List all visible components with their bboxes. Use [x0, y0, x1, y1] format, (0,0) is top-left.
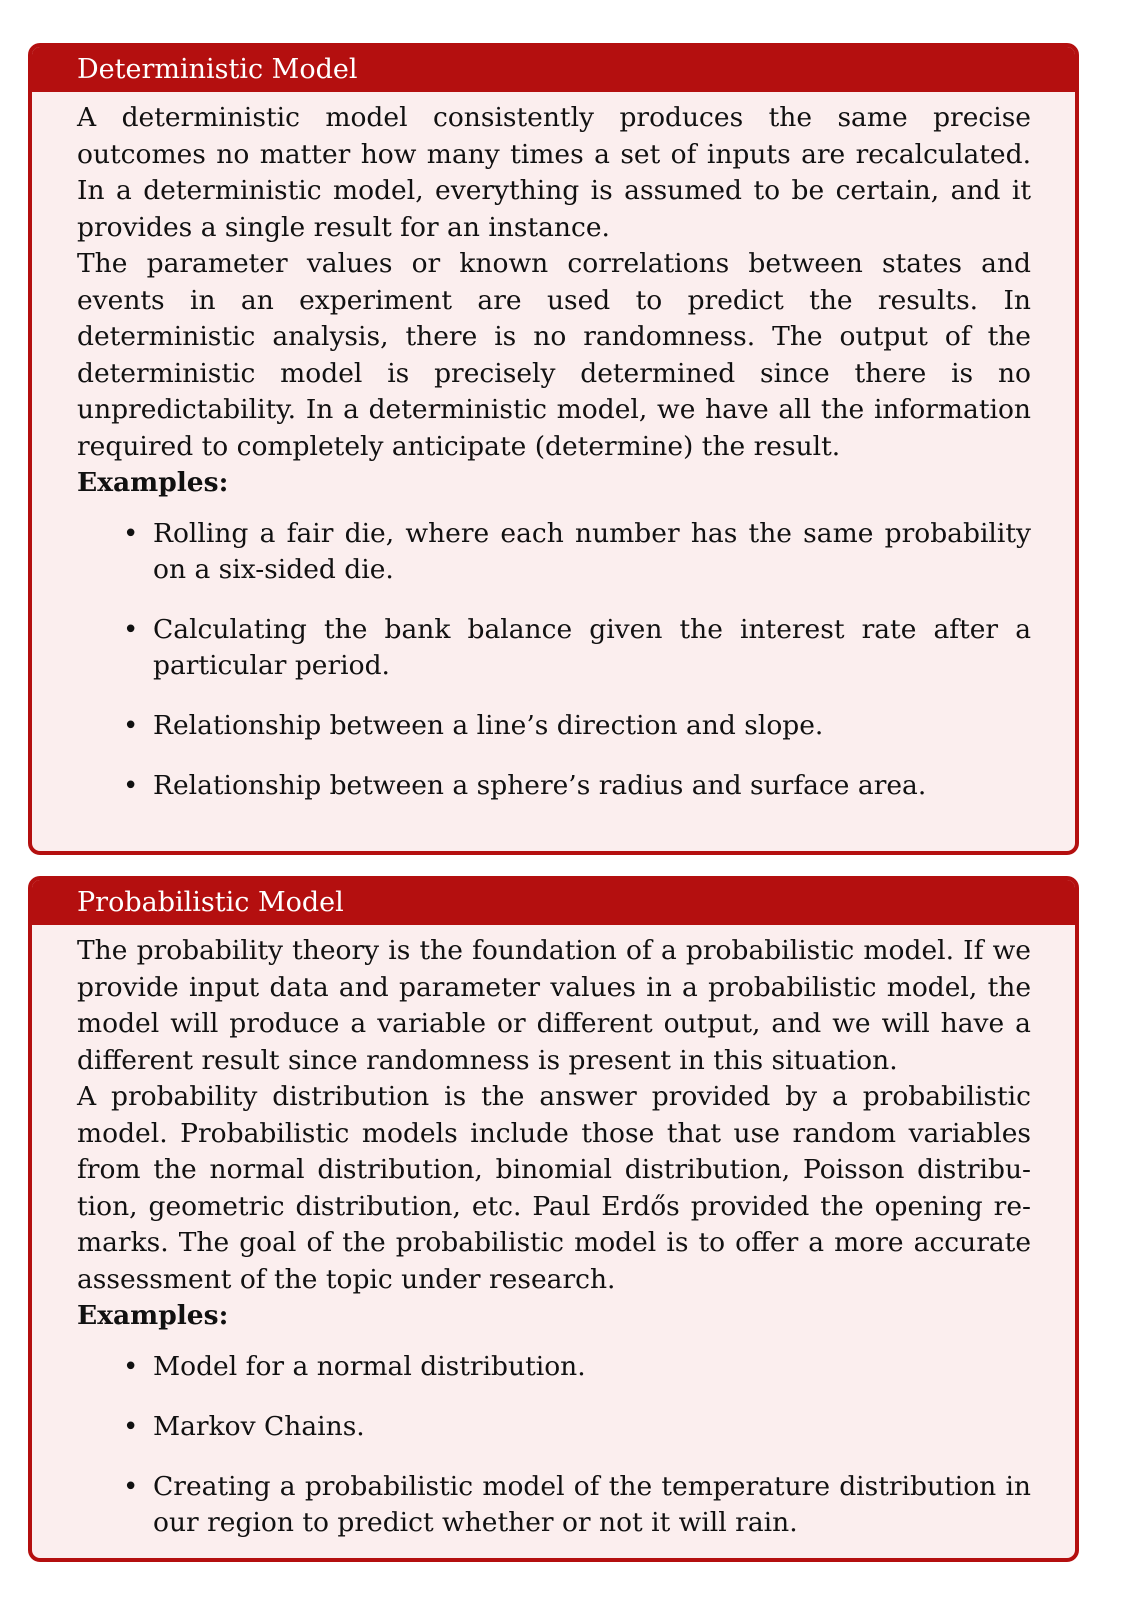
- list-item: [123, 708, 1031, 744]
- box-body: [32, 92, 1075, 804]
- list-item-text: Calculating the bank balance given the interest rate after a particular period.: [153, 613, 1031, 681]
- list-item-text: Relationship between a sphere’s radius and surface area.: [153, 769, 927, 801]
- list-item: [123, 1469, 1031, 1541]
- list-item-text: Markov Chains.: [153, 1410, 365, 1442]
- paragraph: The probability theory is the foundation of a probabilistic model. If we provide input data and parameter values in a probabilistic model, the model will produce a variable or different output, and we will have a different result since randomness is present in this situation.: [77, 935, 1031, 1076]
- bullet-icon: •: [123, 518, 139, 549]
- bullet-icon: •: [123, 1351, 139, 1382]
- examples-label: Examples:: [77, 467, 229, 498]
- box-body: [32, 925, 1075, 1541]
- examples-label: Examples:: [77, 1300, 229, 1331]
- bullet-icon: •: [123, 1471, 139, 1502]
- paragraph: The parameter values or known correlations between states and events in an experiment are used to predict the results. In deterministic analysis, there is no randomness. The output of the deterministic model is precisely determined since there is no unpredictability. In a deterministic model, we have all the information required to completely anticipate (determine) the result.: [77, 248, 1031, 462]
- paragraph: A probability distribution is the answer provided by a probabilistic model. Probabilistic models include those that use random variables from the normal distribution, binomial distribution, Poisson distribution, geometric distribution, etc. Paul Erdős provided the opening remarks. The goal of the probabilistic model is to offer a more accurate assessment of the topic under research.: [77, 1081, 1031, 1295]
- examples-list: [77, 1349, 1031, 1541]
- list-item-text: Relationship between a line’s direction and slope.: [153, 709, 824, 741]
- deterministic-model-box: [28, 43, 1079, 855]
- list-item: [123, 1409, 1031, 1445]
- box-title: Probabilistic Model: [32, 880, 1075, 925]
- bullet-icon: •: [123, 614, 139, 645]
- list-item: [123, 516, 1031, 588]
- paragraph: A deterministic model consistently produces the same precise outcomes no matter how many times a set of inputs are recalculated. In a deterministic model, everything is assumed to be certain, and it provides a single result for an instance.: [77, 102, 1031, 243]
- list-item: [123, 768, 1031, 804]
- list-item-text: Rolling a fair die, where each number has the same probability on a six-sided die.: [153, 517, 1031, 585]
- bullet-icon: •: [123, 710, 139, 741]
- list-item: [123, 612, 1031, 684]
- list-item: [123, 1349, 1031, 1385]
- box-title: Deterministic Model: [32, 47, 1075, 92]
- examples-list: [77, 516, 1031, 804]
- list-item-text: Creating a probabilistic model of the temperature distribution in our region to predict whether or not it will rain.: [153, 1470, 1031, 1538]
- probabilistic-model-box: [28, 876, 1079, 1562]
- bullet-icon: •: [123, 770, 139, 801]
- bullet-icon: •: [123, 1411, 139, 1442]
- list-item-text: Model for a normal distribution.: [153, 1350, 586, 1382]
